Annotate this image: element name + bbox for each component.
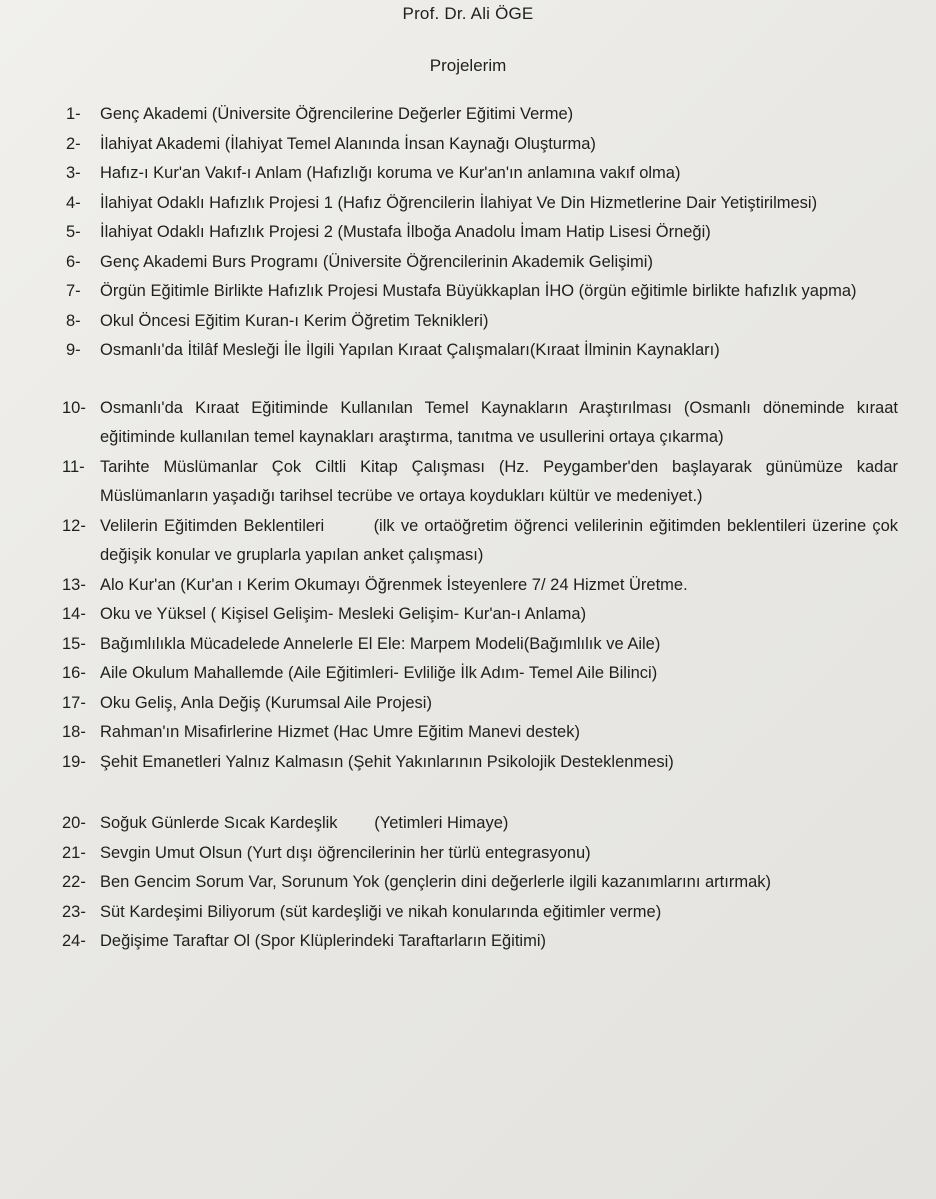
item-number: 18- xyxy=(62,723,86,741)
author-name: Prof. Dr. Ali ÖGE xyxy=(402,4,534,23)
list-item xyxy=(0,630,936,660)
item-text: Soğuk Günlerde Sıcak Kardeşlik (Yetimleri Himaye) xyxy=(100,814,509,832)
item-number: 12- xyxy=(62,516,86,535)
item-text: Örgün Eğitimle Birlikte Hafızlık Projesi Mustafa Büyükkaplan İHO (örgün eğitimle birlikte hafızlık yapma) xyxy=(100,282,857,300)
item-text: Okul Öncesi Eğitim Kuran-ı Kerim Öğretim Teknikleri) xyxy=(100,311,489,330)
project-list xyxy=(0,100,936,957)
item-text: Şehit Emanetleri Yalnız Kalmasın (Şehit Yakınlarının Psikolojik Desteklenmesi) xyxy=(100,752,674,771)
item-text: Velilerin Eğitimden Beklentileri (ilk ve ortaöğretim öğrenci velilerinin eğitimden beklentileri üzerine çok değişik konular ve gruplarla yapılan anket çalışması) xyxy=(100,516,903,564)
item-number: 13- xyxy=(62,575,86,594)
item-number: 9- xyxy=(66,341,81,359)
item-number: 20- xyxy=(62,814,86,832)
item-text: Rahman'ın Misafirlerine Hizmet (Hac Umre Eğitim Manevi destek) xyxy=(100,723,580,741)
item-text: İlahiyat Odaklı Hafızlık Projesi 1 (Hafız Öğrencilerin İlahiyat Ve Din Hizmetlerine Dair Yetiştirilmesi) xyxy=(100,193,818,212)
item-number: 17- xyxy=(62,693,86,712)
list-item xyxy=(0,218,936,248)
list-item xyxy=(0,248,936,278)
item-text: Bağımlılıkla Mücadelede Annelerle El Ele: Marpem Modeli(Bağımlılık ve Aile) xyxy=(100,634,661,653)
item-number: 6- xyxy=(66,252,81,271)
item-number: 16- xyxy=(62,664,86,682)
list-item xyxy=(0,571,936,601)
list-item xyxy=(0,159,936,189)
list-item xyxy=(0,130,936,160)
list-item xyxy=(0,189,936,219)
list-item xyxy=(0,100,936,130)
item-text: Genç Akademi (Üniversite Öğrencilerine Değerler Eğitimi Verme) xyxy=(100,105,574,123)
item-text: Hafız-ı Kur'an Vakıf-ı Anlam (Hafızlığı koruma ve Kur'an'ın anlamına vakıf olma) xyxy=(100,164,681,182)
document-heading: Projelerim xyxy=(429,56,507,75)
item-number: 10- xyxy=(62,398,86,417)
item-number: 22- xyxy=(62,873,86,891)
item-number: 3- xyxy=(66,164,81,182)
item-number: 4- xyxy=(66,193,81,212)
list-item xyxy=(0,336,936,366)
list-item xyxy=(0,512,936,571)
list-item xyxy=(0,898,936,928)
list-item xyxy=(0,394,936,453)
list-item xyxy=(0,689,936,719)
item-number: 14- xyxy=(62,605,86,623)
item-number: 15- xyxy=(62,634,86,653)
item-text: İlahiyat Odaklı Hafızlık Projesi 2 (Mustafa İlboğa Anadolu İmam Hatip Lisesi Örneği) xyxy=(100,223,711,241)
item-text: Süt Kardeşimi Biliyorum (süt kardeşliği ve nikah konularında eğitimler verme) xyxy=(100,902,662,921)
item-text: Değişime Taraftar Ol (Spor Klüplerindeki Taraftarların Eğitimi) xyxy=(100,932,546,950)
list-item xyxy=(0,277,936,307)
list-item xyxy=(0,927,936,957)
list-item xyxy=(0,868,936,898)
item-number: 1- xyxy=(66,105,81,123)
list-item xyxy=(0,718,936,748)
list-item xyxy=(0,307,936,337)
paragraph-gap xyxy=(0,777,936,809)
list-item xyxy=(0,453,936,512)
item-number: 2- xyxy=(66,134,81,153)
item-text: Ben Gencim Sorum Var, Sorunum Yok (gençlerin dini değerlerle ilgili kazanımlarını artırmak) xyxy=(100,873,771,891)
item-text: Tarihte Müslümanlar Çok Ciltli Kitap Çalışması (Hz. Peygamber'den başlayarak günümüze kadar Müslümanların yaşadığı tarihsel tecrübe ve ortaya koydukları kültür ve medeniyet.) xyxy=(100,457,898,505)
item-text: Oku Geliş, Anla Değiş (Kurumsal Aile Projesi) xyxy=(100,693,432,712)
item-number: 11- xyxy=(62,457,85,476)
list-item xyxy=(0,600,936,630)
list-item xyxy=(0,809,936,839)
item-text: Genç Akademi Burs Programı (Üniversite Öğrencilerinin Akademik Gelişimi) xyxy=(100,252,653,271)
item-text: Sevgin Umut Olsun (Yurt dışı öğrencilerinin her türlü entegrasyonu) xyxy=(100,843,591,862)
list-item xyxy=(0,748,936,778)
item-text: İlahiyat Akademi (İlahiyat Temel Alanında İnsan Kaynağı Oluşturma) xyxy=(100,134,596,153)
paragraph-gap xyxy=(0,366,936,394)
item-number: 19- xyxy=(62,752,86,771)
item-text: Alo Kur'an (Kur'an ı Kerim Okumayı Öğrenmek İsteyenlere 7/ 24 Hizmet Üretme. xyxy=(100,575,688,594)
item-number: 7- xyxy=(66,282,81,300)
item-text: Oku ve Yüksel ( Kişisel Gelişim- Mesleki Gelişim- Kur'an-ı Anlama) xyxy=(100,605,587,623)
item-number: 21- xyxy=(62,843,86,862)
item-text: Osmanlı'da Kıraat Eğitiminde Kullanılan Temel Kaynakların Araştırılması (Osmanlı döneminde kıraat eğitiminde kullanılan temel kaynakları araştırma, tanıtma ve usullerini ortaya çıkarma) xyxy=(100,398,898,446)
item-number: 8- xyxy=(66,311,81,330)
item-number: 5- xyxy=(66,223,81,241)
item-text: Osmanlı'da İtilâf Mesleği İle İlgili Yapılan Kıraat Çalışmaları(Kıraat İlminin Kaynakları) xyxy=(100,341,720,359)
list-item xyxy=(0,839,936,869)
list-item xyxy=(0,659,936,689)
item-text: Aile Okulum Mahallemde (Aile Eğitimleri- Evliliğe İlk Adım- Temel Aile Bilinci) xyxy=(100,664,658,682)
item-number: 24- xyxy=(62,932,86,950)
item-number: 23- xyxy=(62,902,86,921)
